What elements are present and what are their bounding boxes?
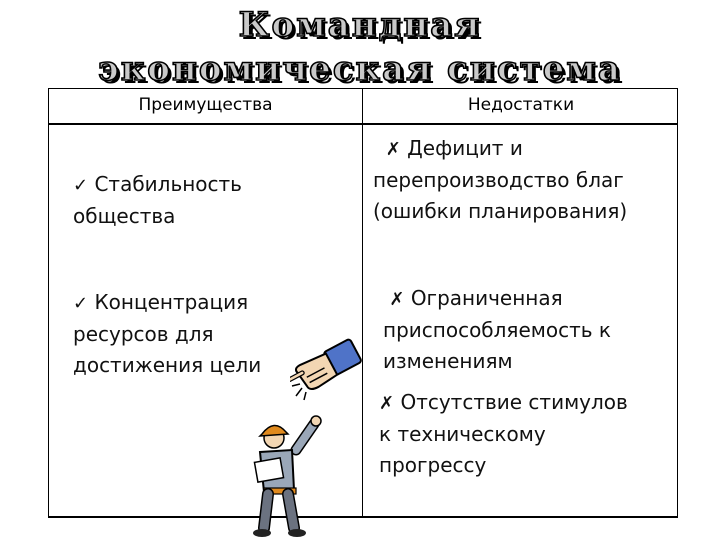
item-line: изменениям bbox=[383, 349, 513, 373]
disadvantage-item bbox=[383, 283, 611, 377]
item-line: Стабильность bbox=[94, 172, 242, 196]
item-line: ресурсов для bbox=[73, 322, 214, 346]
checkmark-icon: ✓ bbox=[73, 175, 89, 196]
cross-icon: ✗ bbox=[389, 289, 405, 310]
disadvantage-item bbox=[379, 387, 628, 481]
item-line: к техническому bbox=[379, 422, 546, 446]
slide-title-line2: экономическая система bbox=[98, 49, 622, 89]
header-disadvantages: Недостатки bbox=[467, 95, 575, 115]
item-line: (ошибки планирования) bbox=[373, 199, 628, 223]
header-divider bbox=[49, 123, 677, 125]
item-line: Дефицит и bbox=[407, 136, 523, 160]
item-line: прогрессу bbox=[379, 453, 487, 477]
advantage-item bbox=[73, 287, 261, 381]
worker-figure-icon bbox=[236, 410, 346, 540]
header-advantages: Преимущества bbox=[138, 95, 273, 115]
checkmark-icon: ✓ bbox=[73, 293, 89, 314]
comparison-table bbox=[48, 88, 678, 518]
item-line: общества bbox=[73, 204, 176, 228]
item-line: Концентрация bbox=[94, 290, 249, 314]
column-divider bbox=[362, 89, 363, 516]
cross-icon: ✗ bbox=[385, 139, 401, 160]
disadvantage-item bbox=[373, 133, 627, 227]
item-line: приспособляемость к bbox=[383, 318, 611, 342]
item-line: Ограниченная bbox=[410, 286, 563, 310]
item-line: достижения цели bbox=[73, 353, 262, 377]
slide-title-line1: Командная bbox=[238, 5, 482, 45]
item-line: перепроизводство благ bbox=[373, 168, 624, 192]
pointing-hand-icon bbox=[290, 338, 370, 410]
advantage-item bbox=[73, 169, 242, 232]
item-line: Отсутствие стимулов bbox=[400, 390, 628, 414]
cross-icon: ✗ bbox=[379, 393, 395, 414]
